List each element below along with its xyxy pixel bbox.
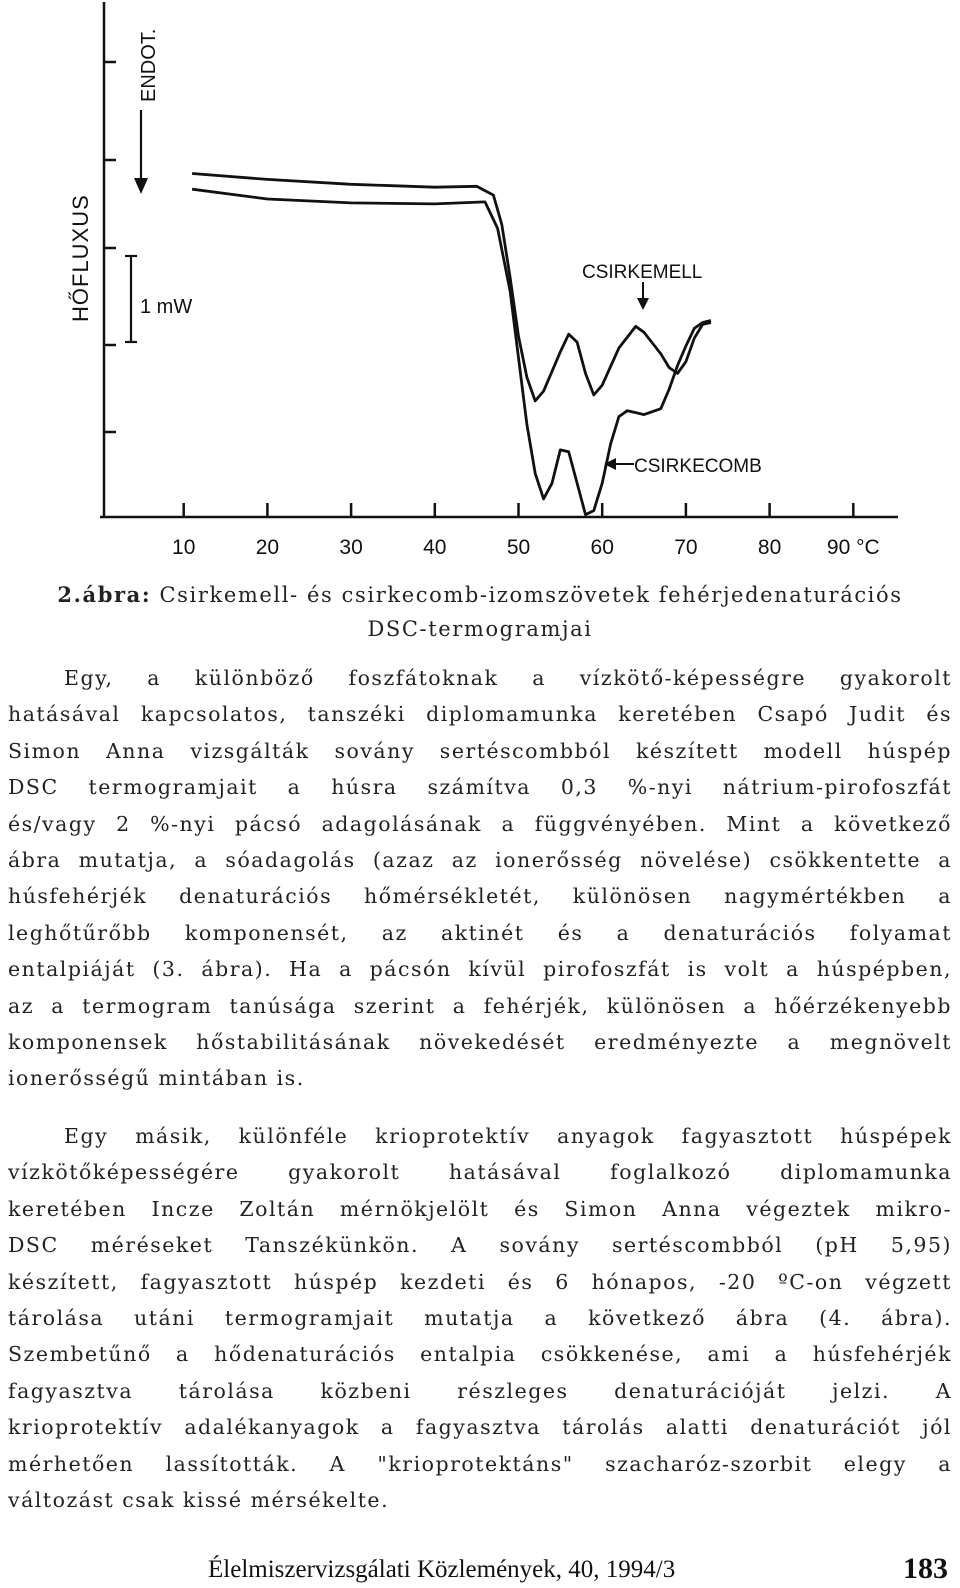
text-line: keretében Incze Zoltán mérnökjelölt és Simon Anna végeztek mikro- — [8, 1196, 952, 1221]
x-tick-label: 30 — [339, 536, 363, 559]
x-tick-label: 80 — [757, 536, 782, 559]
text-line: hatásával kapcsolatos, tanszéki diplomamunka keretében Csapó Judit és — [8, 702, 952, 727]
x-tick-label: 20 — [255, 536, 280, 559]
paragraph-2 — [8, 1118, 952, 1518]
x-tick-label: 10 — [172, 536, 196, 559]
footer-journal: Élelmiszervizsgálati Közlemények, 40, 1994/3 — [208, 1556, 676, 1583]
page-number: 183 — [903, 1552, 948, 1585]
text-line: leghőtűrőbb komponensét, az aktinét és a denaturációs folyamat — [8, 920, 952, 945]
text-line: tárolása utáni termogramjait mutatja a következő ábra (4. ábra). — [8, 1305, 952, 1330]
text-line: húsfehérjék denaturációs hőmérsékletét, különösen nagymértékben a — [8, 884, 952, 909]
text-line: mérhetően lassították. A "krioprotektáns" szacharóz-szorbit elegy a — [8, 1451, 952, 1476]
x-tick-label: 90 °C — [826, 536, 880, 559]
text-line: változást csak kissé mérsékelte. — [8, 1487, 390, 1512]
text-line: krioprotektív adalékanyagok a fagyasztva tárolás alatti denaturációt jól — [8, 1415, 952, 1440]
x-tick-label: 60 — [590, 536, 614, 559]
x-tick-label: 70 — [674, 536, 698, 559]
caption-line-2: DSC-termogramjai — [367, 617, 593, 641]
text-line: ábra mutatja, a sóadagolás (azaz az ionerősség növelése) csökkentette a — [8, 847, 952, 872]
endo-arrow-head — [134, 178, 148, 194]
csirkemell-curve — [192, 174, 711, 401]
text-line: Egy, a különböző foszfátoknak a vízkötő-képességre gyakorolt — [64, 666, 952, 690]
text-line: vízkötőképességére gyakorolt hatásával foglalkozó diplomamunka — [8, 1160, 952, 1185]
text-line: fagyasztva tárolása közbeni részleges denaturációját jelzi. A — [8, 1378, 952, 1403]
text-line: az a termogram tanúsága szerint a fehérjék, különösen a hőérzékenyebb — [8, 993, 952, 1018]
caption-label: 2.ábra: — [57, 582, 152, 607]
x-tick-label: 40 — [423, 536, 447, 559]
text-line: és/vagy 2 %-nyi pácsó adagolásának a függvényében. Mint a következő — [8, 811, 952, 836]
text-line: DSC méréseket Tanszékünkön. A sovány sertéscombból (pH 5,95) — [8, 1233, 952, 1258]
text-line: készített, fagyasztott húspép kezdeti és 6 hónapos, -20 ºC-on végzett — [8, 1269, 952, 1294]
csirkemell-pointer-head — [637, 298, 649, 310]
text-line: DSC termogramjait a húsra számítva 0,3 %-nyi nátrium-pirofoszfát — [8, 775, 952, 800]
series-label-csirkecomb: CSIRKECOMB — [634, 456, 762, 477]
x-tick-label: 50 — [506, 536, 531, 559]
dsc-thermogram-figure — [0, 0, 960, 570]
scale-bar-label: 1 mW — [140, 296, 193, 318]
text-line: ionerősségű mintában is. — [8, 1066, 305, 1091]
chart-axes — [100, 2, 898, 517]
series-label-csirkemell: CSIRKEMELL — [582, 262, 703, 283]
page-footer — [0, 1552, 960, 1588]
text-line: Simon Anna vizsgálták sovány sertéscombból készített modell húspép — [8, 738, 952, 763]
chart-labels — [68, 29, 880, 559]
text-line: komponensek hőstabilitásának növekedését eredményezte a megnövelt — [8, 1029, 952, 1054]
thermogram-chart — [0, 0, 960, 570]
endo-label: ENDOT. — [138, 28, 160, 102]
text-line: Szembetűnő a hődenaturációs entalpia csökkenése, ami a húsfehérjék — [8, 1342, 952, 1367]
text-line: entalpiáját (3. ábra). Ha a pácsón kívül pirofoszfát is volt a húspépben, — [8, 957, 952, 982]
y-axis-label: HŐFLUXUS — [68, 194, 93, 322]
text-line: Egy másik, különféle krioprotektív anyagok fagyasztott húspépek — [64, 1124, 952, 1148]
paragraph-1 — [8, 660, 952, 1097]
figure-caption — [0, 578, 960, 646]
caption-line-1: Csirkemell- és csirkecomb-izomszövetek fehérjedenaturációs — [151, 583, 903, 607]
